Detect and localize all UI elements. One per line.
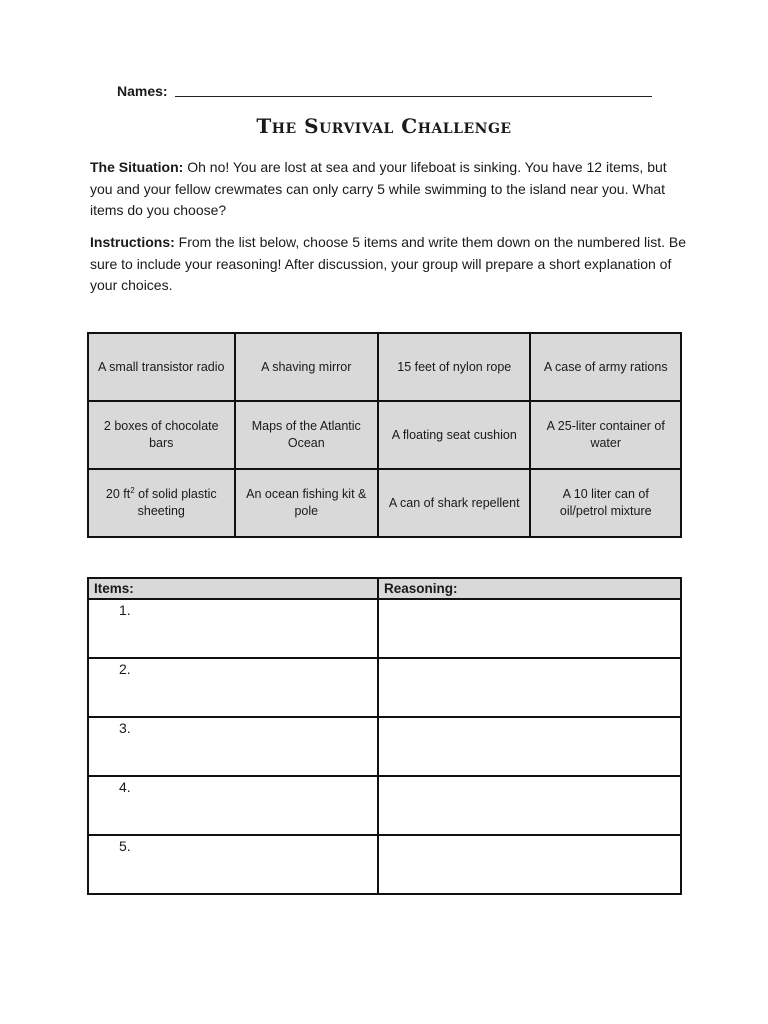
item-cell: 2 boxes of chocolate bars [88,401,235,469]
items-grid-row [88,333,681,401]
sheeting-amount: 20 ft [105,487,131,501]
page-title: The Survival Challenge [256,114,512,138]
answer-row [88,658,681,717]
item-cell: Maps of the Atlantic Ocean [235,401,378,469]
item-cell: A 10 liter can of oil/petrol mixture [530,469,681,537]
names-label: Names: [117,83,172,99]
sheeting-rest: of solid plastic sheeting [134,487,217,518]
names-field [117,79,652,99]
reasoning-header: Reasoning: [378,578,681,599]
item-cell: A 25-liter container of water [530,401,681,469]
reasoning-answer-cell[interactable] [378,599,681,658]
item-cell [88,469,235,537]
answer-row [88,599,681,658]
instructions-paragraph [90,232,690,297]
item-answer-cell[interactable]: 1. [88,599,378,658]
item-answer-cell[interactable]: 2. [88,658,378,717]
reasoning-answer-cell[interactable] [378,658,681,717]
item-cell: A floating seat cushion [378,401,530,469]
item-cell: A case of army rations [530,333,681,401]
item-answer-cell[interactable]: 4. [88,776,378,835]
item-answer-cell[interactable]: 3. [88,717,378,776]
answer-table [87,577,682,895]
answer-table-header [88,578,681,599]
item-cell: A small transistor radio [88,333,235,401]
reasoning-answer-cell[interactable] [378,835,681,894]
item-cell: A can of shark repellent [378,469,530,537]
item-cell: An ocean fishing kit & pole [235,469,378,537]
item-answer-cell[interactable]: 5. [88,835,378,894]
squared-superscript: 2 [130,485,135,495]
reasoning-answer-cell[interactable] [378,776,681,835]
situation-label: The Situation: [90,159,184,175]
item-cell: A shaving mirror [235,333,378,401]
items-grid-row [88,469,681,537]
item-cell: 15 feet of nylon rope [378,333,530,401]
situation-paragraph [90,157,690,222]
answer-row [88,835,681,894]
answer-row [88,776,681,835]
instructions-text: From the list below, choose 5 items and write them down on the numbered list. Be sure to include your reasoning! After discussion, your group will prepare a short explanation of your choices. [90,234,687,293]
answer-row [88,717,681,776]
items-grid-row [88,401,681,469]
items-header: Items: [88,578,378,599]
reasoning-answer-cell[interactable] [378,717,681,776]
instructions-label: Instructions: [90,234,175,250]
names-input-line[interactable] [175,82,652,97]
situation-text: Oh no! You are lost at sea and your lifeboat is sinking. You have 12 items, but you and your fellow crewmates can only carry 5 while swimming to the island near you. What items do you choose? [90,159,667,218]
items-grid [87,332,682,538]
